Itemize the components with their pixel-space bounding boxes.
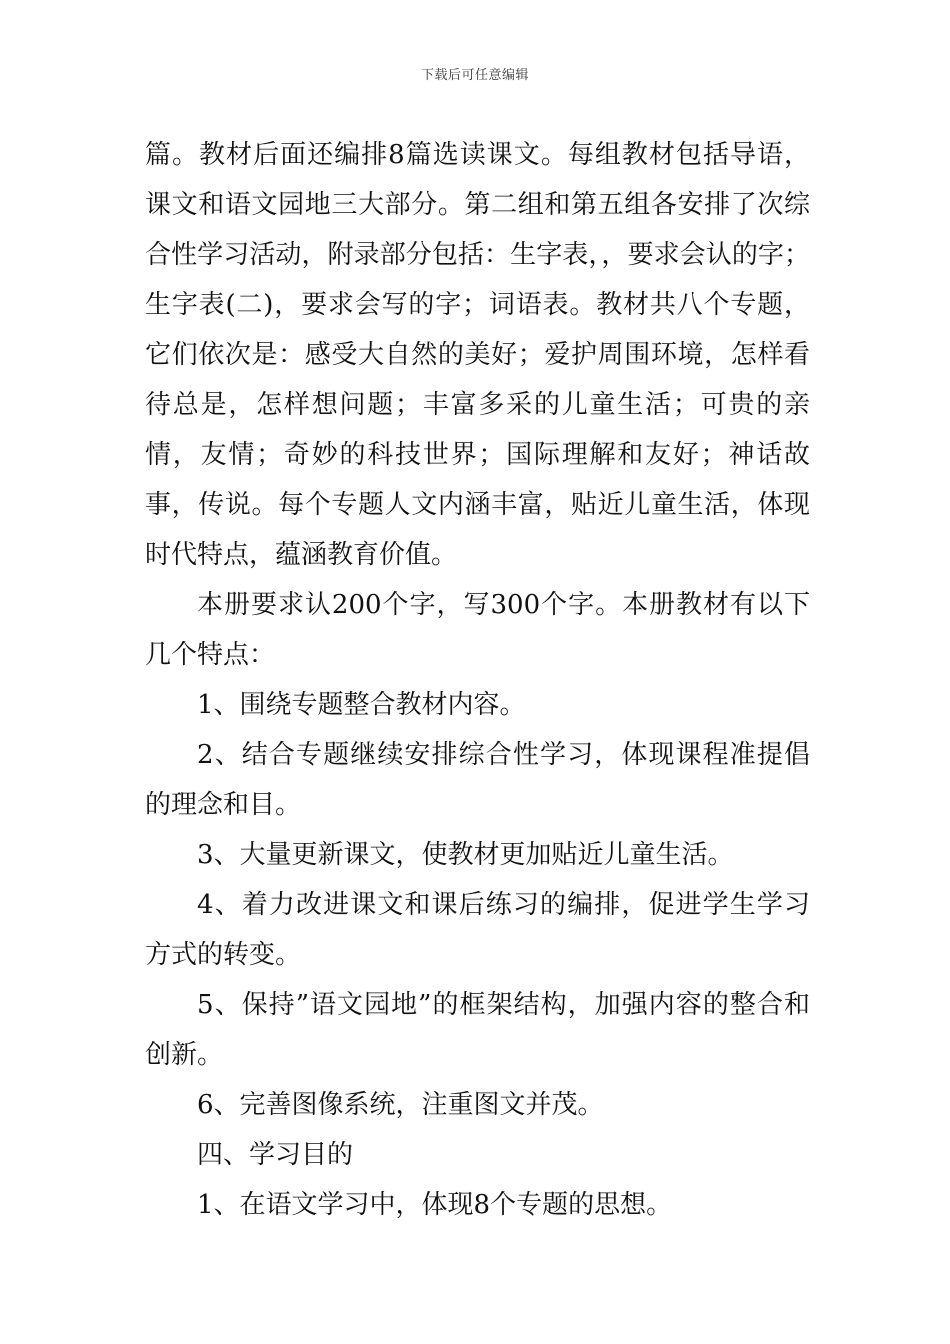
paragraph-textbook-overview: 篇。教材后面还编排8篇选读课文。每组教材包括导语，课文和语文园地三大部分。第二组和第五组各安排了次综合性学习活动，附录部分包括：生字表，，要求会认的字；生字表(二)，要求会写的字；词语表。教材共八个专题，它们依次是：感受大自然的美好；爱护周围环境，怎样看待总是，怎样想问题；丰富多采的儿童生活；可贵的亲情，友情；奇妙的科技世界；国际理解和友好；神话故事，传说。每个专题人文内涵丰富，贴近儿童生活，体现时代特点，蕴涵教育价值。 xyxy=(145,140,810,570)
list-item-feature-6: 6、完善图像系统，注重图文并茂。 xyxy=(197,1090,604,1120)
document-body xyxy=(145,130,810,1230)
paragraph-character-requirements: 本册要求认200个字，写300个字。本册教材有以下几个特点： xyxy=(145,590,810,670)
list-item-feature-4: 4、着力改进课文和课后练习的编排，促进学生学习方式的转变。 xyxy=(145,890,810,970)
list-item-feature-5: 5、保持”语文园地”的框架结构，加强内容的整合和创新。 xyxy=(145,990,810,1070)
list-item-feature-3: 3、大量更新课文，使教材更加贴近儿童生活。 xyxy=(197,840,734,870)
section-heading-learning-goals: 四、学习目的 xyxy=(197,1140,354,1170)
page-header: 下载后可任意编辑 xyxy=(420,68,529,83)
list-item-goal-1: 1、在语文学习中，体现8个专题的思想。 xyxy=(197,1190,673,1220)
list-item-feature-1: 1、围绕专题整合教材内容。 xyxy=(197,690,526,720)
list-item-feature-2: 2、结合专题继续安排综合性学习，体现课程准提倡的理念和目。 xyxy=(145,740,810,820)
